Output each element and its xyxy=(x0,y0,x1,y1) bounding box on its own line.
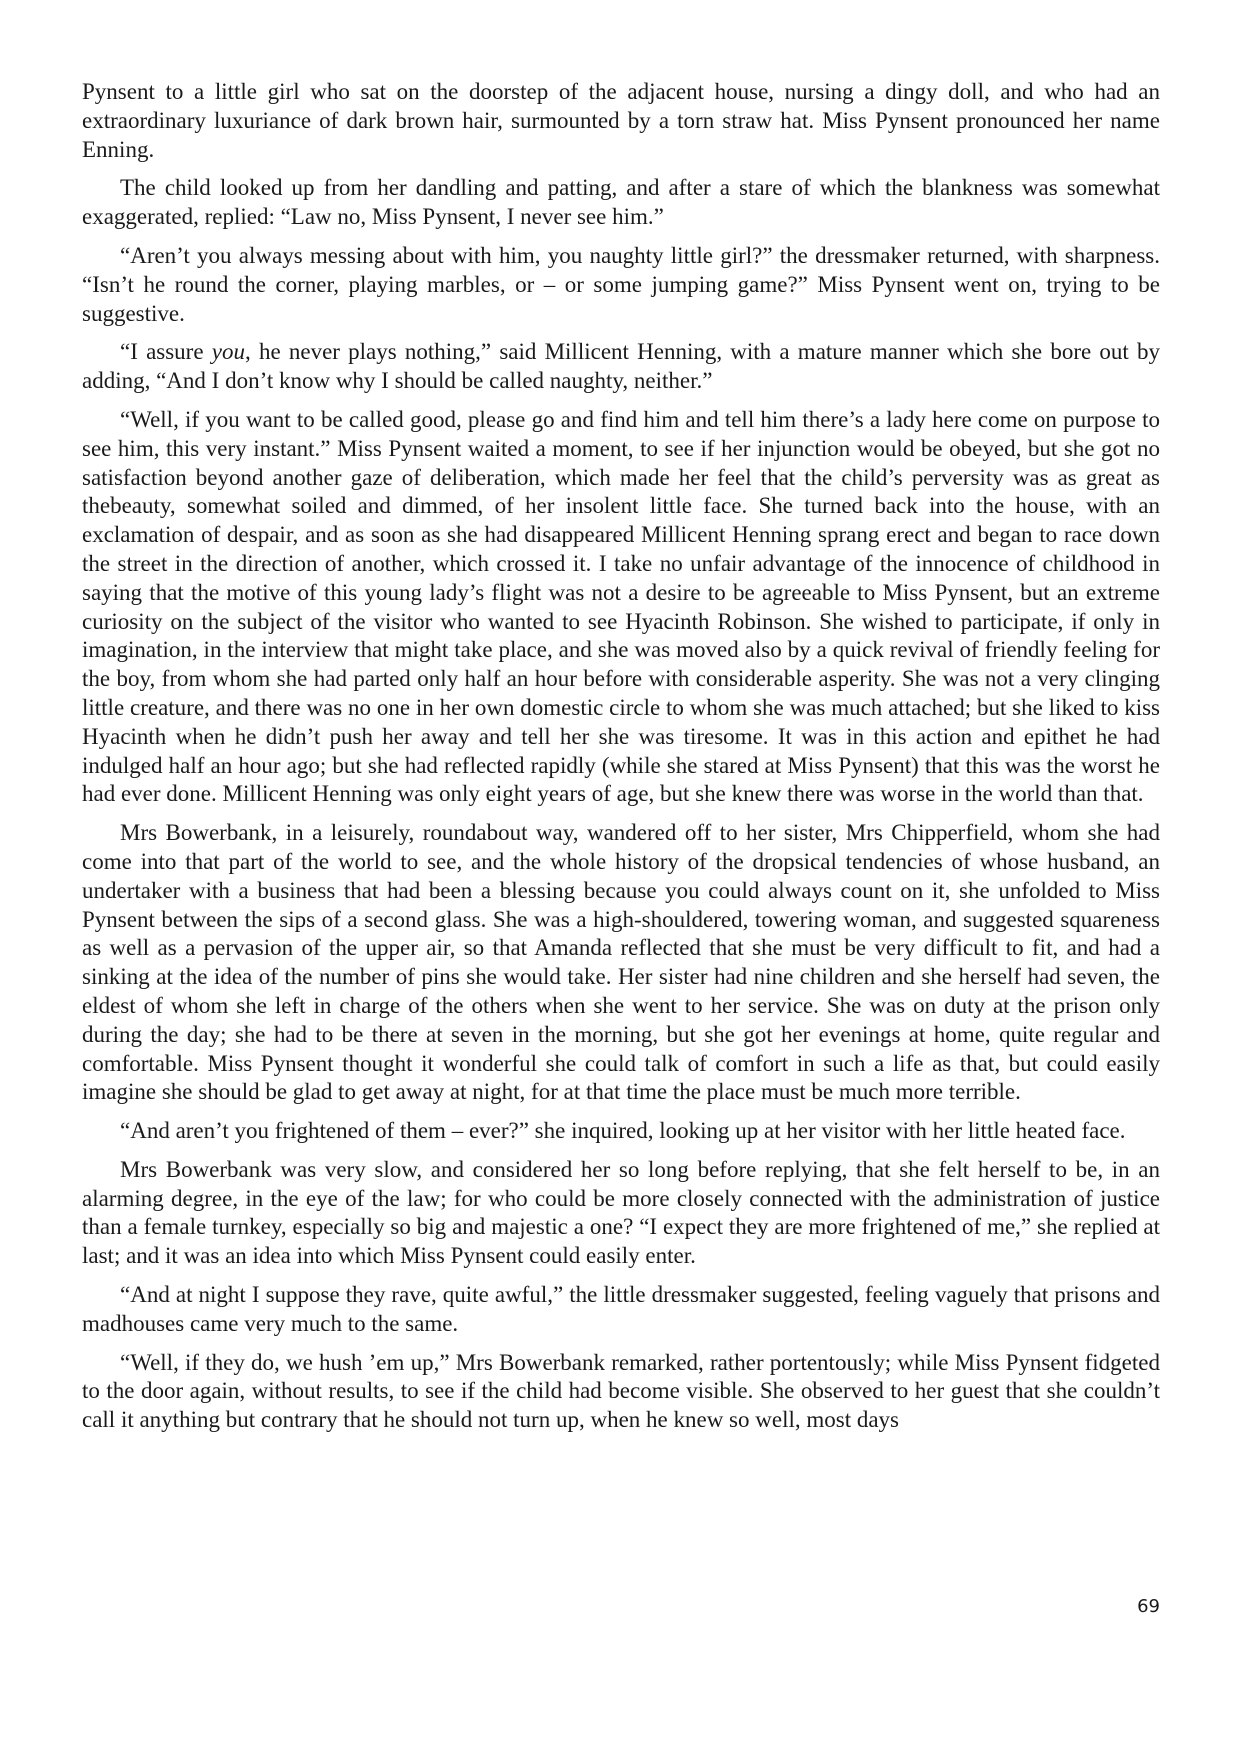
paragraph-text: “Well, if you want to be called good, please go and find him and tell him there’s a lady here come on purpose to see him, this very instant.” Miss Pynsent waited a moment, to see if her injunction would be obeyed, but she got no satisfaction beyond another gaze of deliberation, which made her feel that the child’s perversity was as great as thebeauty, somewhat soiled and dimmed, of her insolent little face. She turned back into the house, with an exclamation of despair, and as soon as she had disappeared Millicent Henning sprang erect and began to race down the street in the direction of another, which crossed it. I take no unfair advantage of the innocence of childhood in saying that the motive of this young lady’s flight was not a desire to be agreeable to Miss Pynsent, but an extreme curiosity on the subject of the visitor who wanted to see Hyacinth Robinson. She wished to participate, if only in imagination, in the interview that might take place, and she was moved also by a quick revival of friendly feeling for the boy, from whom she had parted only half an hour before with considerable asperity. She was not a very clinging little creature, and there was no one in her own domestic circle to whom she was much attached; but she liked to kiss Hyacinth when he didn’t push her away and tell her she was tiresome. It was in this action and epithet he had indulged half an hour ago; but she had reflected rapidly (while she stared at Miss Pynsent) that this was the worst he had ever done. Millicent Henning was only eight years of age, but she knew there was worse in the world than that. xyxy=(82,406,1160,807)
paragraph-text: , he never plays nothing,” said Millicent Henning, with a mature manner which she bore out by adding, “And I don’t know why I should be called naughty, neither.” xyxy=(82,339,1160,394)
page-number: 69 xyxy=(1137,1596,1160,1617)
paragraph-9 xyxy=(82,1281,1160,1339)
page-body xyxy=(82,78,1160,1445)
emphasis-text: you xyxy=(211,339,245,365)
paragraph-2 xyxy=(82,174,1160,232)
paragraph-5 xyxy=(82,406,1160,809)
paragraph-4 xyxy=(82,338,1160,396)
paragraph-text: “I assure xyxy=(120,339,212,365)
paragraph-text: Mrs Bowerbank, in a leisurely, roundabout way, wandered off to her sister, Mrs Chipperfield, whom she had come into that part of the world to see, and the whole history of the dropsical tendencies of whose husband, an undertaker with a business that had been a blessing because you could always count on it, she unfolded to Miss Pynsent between the sips of a second glass. She was a high-shouldered, towering woman, and suggested squareness as well as a pervasion of the upper air, so that Amanda reflected that she must be very difficult to fit, and had a sinking at the idea of the number of pins she would take. Her sister had nine children and she herself had seven, the eldest of whom she left in charge of the others when she went to her service. She was on duty at the prison only during the day; she had to be there at seven in the morning, but she got her evenings at home, quite regular and comfortable. Miss Pynsent thought it wonderful she could talk of comfort in such a life as that, but could easily imagine she should be glad to get away at night, for at that time the place must be much more terrible. xyxy=(82,820,1160,1105)
paragraph-text: “Aren’t you always messing about with him, you naughty little girl?” the dressmaker returned, with sharpness. “Isn’t he round the corner, playing marbles, or – or some jumping game?” Miss Pynsent went on, trying to be suggestive. xyxy=(82,242,1160,326)
paragraph-3 xyxy=(82,242,1160,328)
paragraph-8 xyxy=(82,1156,1160,1271)
paragraph-text: “And aren’t you frightened of them – ever?” she inquired, looking up at her visitor with her little heated face. xyxy=(120,1118,1126,1144)
paragraph-1 xyxy=(82,78,1160,164)
paragraph-text: Mrs Bowerbank was very slow, and considered her so long before replying, that she felt herself to be, in an alarming degree, in the eye of the law; for who could be more closely connected with the administration of justice than a female turnkey, especially so big and majestic a one? “I expect they are more frightened of me,” she replied at last; and it was an idea into which Miss Pynsent could easily enter. xyxy=(82,1156,1160,1269)
paragraph-text: Pynsent to a little girl who sat on the doorstep of the adjacent house, nursing a dingy doll, and who had an extraordinary luxuriance of dark brown hair, surmounted by a torn straw hat. Miss Pynsent pronounced her name Enning. xyxy=(82,79,1160,162)
paragraph-10 xyxy=(82,1349,1160,1435)
paragraph-text: The child looked up from her dandling and patting, and after a stare of which the blankness was somewhat exaggerated, replied: “Law no, Miss Pynsent, I never see him.” xyxy=(82,175,1160,230)
paragraph-7 xyxy=(82,1117,1160,1146)
paragraph-6 xyxy=(82,819,1160,1107)
paragraph-text: “Well, if they do, we hush ’em up,” Mrs Bowerbank remarked, rather portentously; while Miss Pynsent fidgeted to the door again, without results, to see if the child had become visible. She observed to her guest that she couldn’t call it anything but contrary that he should not turn up, when he knew so well, most days xyxy=(82,1349,1160,1433)
paragraph-text: “And at night I suppose they rave, quite awful,” the little dressmaker suggested, feeling vaguely that prisons and madhouses came very much to the same. xyxy=(82,1282,1160,1336)
